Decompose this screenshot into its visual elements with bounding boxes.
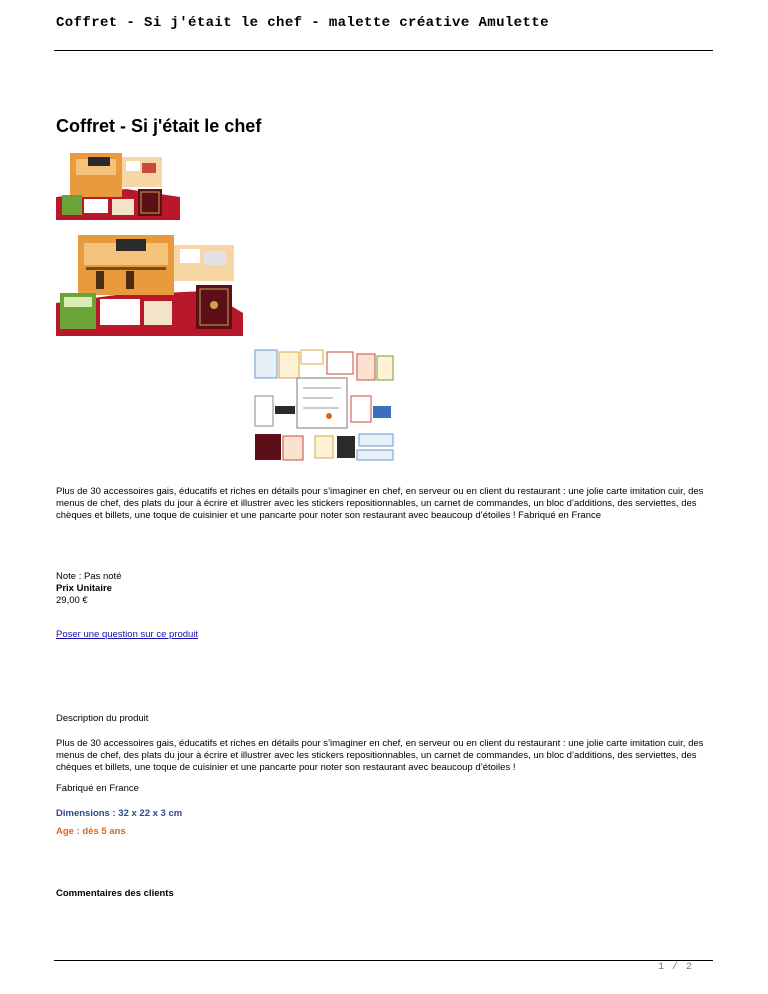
description-heading: Description du produit — [56, 713, 149, 724]
product-image-large — [56, 233, 243, 336]
document-title: Coffret - Si j'était le chef - malette créative Amulette — [56, 15, 549, 31]
dimensions-label: Dimensions : 32 x 22 x 3 cm — [56, 808, 183, 819]
ask-question-link[interactable]: Poser une question sur ce produit — [56, 629, 199, 640]
page-number: 1 / 2 — [658, 962, 694, 973]
customer-comments-heading: Commentaires des clients — [56, 888, 174, 899]
footer-divider — [54, 960, 713, 961]
product-description: Plus de 30 accessoires gais, éducatifs et riches en détails pour s’imaginer en chef, en serveur ou en client du restaurant : une jolie carte imitation cuir, des menus de chef, des plats du jour à écrire et illustrer avec les stickers repositionnables, un carnet de commandes, un bloc d’additions, des serviettes, des chèques et billets, une toque de cuisinier et une pancarte pour noter son restaurant avec beaucoup d’étoiles ! — [56, 738, 704, 773]
price-label: Prix Unitaire — [56, 583, 112, 594]
age-label: Age : dès 5 ans — [56, 826, 126, 837]
product-short-description: Plus de 30 accessoires gais, éducatifs et riches en détails pour s’imaginer en chef, en serveur ou en client du restaurant : une jolie carte imitation cuir, des menus de chef, des plats du jour à écrire et illustrer avec les stickers repositionnables, un carnet de commandes, un bloc d’additions, des serviettes, des chèques et billets, une toque de cuisinier et une pancarte pour noter son restaurant avec beaucoup d’étoiles ! Fabriqué en France — [56, 486, 704, 521]
product-title: Coffret - Si j'était le chef — [56, 116, 262, 136]
header-divider — [54, 50, 713, 51]
made-in-label: Fabriqué en France — [56, 783, 139, 794]
product-price: 29,00 € — [56, 595, 88, 606]
product-image-small — [56, 149, 180, 220]
product-accessories-image — [253, 348, 396, 461]
product-rating: Note : Pas noté — [56, 571, 122, 582]
